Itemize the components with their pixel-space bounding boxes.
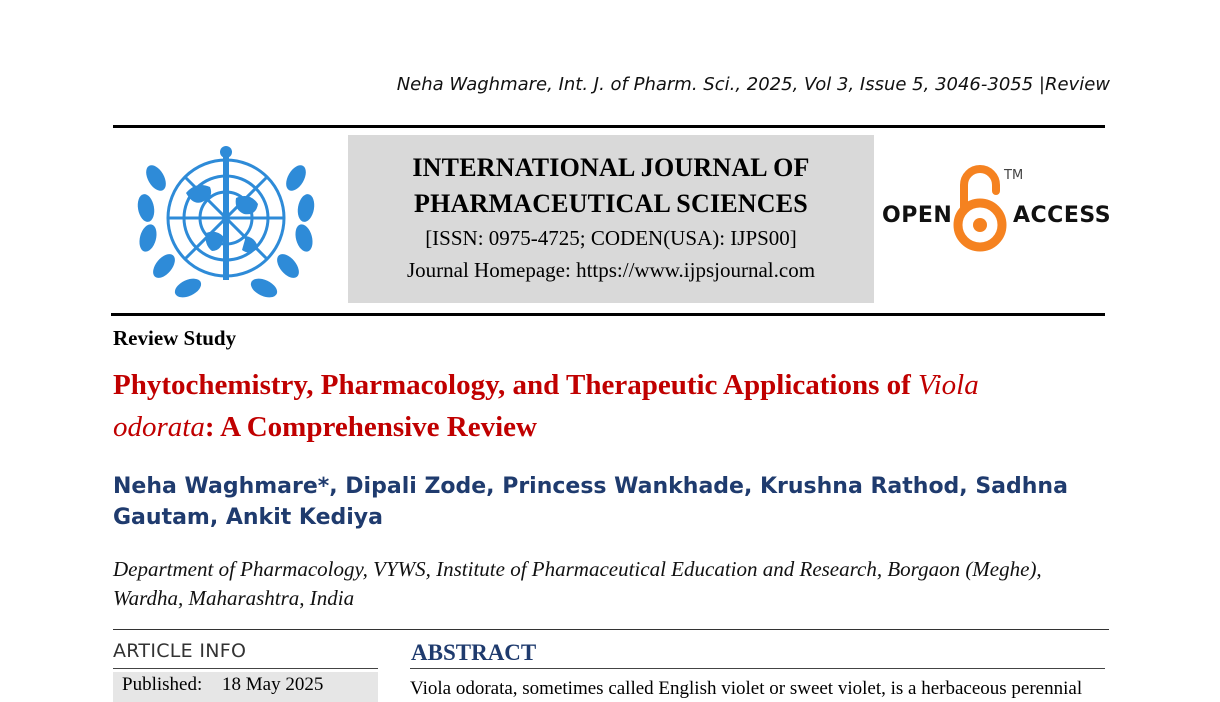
article-title: Phytochemistry, Pharmacology, and Therapeutic Applications of Viola odorata: A Comprehensive Review — [113, 369, 979, 443]
header-rule-bottom — [111, 313, 1105, 316]
published-label: Published: — [122, 674, 203, 695]
open-lock-icon — [950, 165, 1010, 253]
journal-issn: [ISSN: 0975-4725; CODEN(USA): IJPS00] — [425, 226, 797, 250]
journal-masthead — [348, 135, 874, 303]
header-rule-top — [113, 125, 1105, 128]
author-affiliation: Department of Pharmacology, VYWS, Institute of Pharmaceutical Education and Research, Borgaon (Meghe), Wardha, Maharashtra, India — [113, 557, 1042, 610]
published-date: 18 May 2025 — [222, 674, 324, 695]
journal-homepage-link[interactable]: Journal Homepage: https://www.ijpsjournal.com — [406, 258, 816, 282]
journal-title: INTERNATIONAL JOURNAL OF PHARMACEUTICAL SCIENCES — [412, 153, 810, 218]
published-row — [113, 672, 378, 702]
author-list: Neha Waghmare*, Dipali Zode, Princess Wankhade, Krushna Rathod, Sadhna Gautam, Ankit Kediya — [113, 474, 1068, 530]
journal-emblem-icon — [126, 138, 326, 306]
article-info-heading: ARTICLE INFO — [113, 640, 247, 662]
abstract-text: Viola odorata, sometimes called English violet or sweet violet, is a herbaceous perennial — [410, 678, 1083, 699]
trademark-mark: TM — [1004, 168, 1024, 183]
section-divider — [113, 629, 1109, 630]
article-info-rule — [113, 668, 378, 669]
abstract-heading: ABSTRACT — [411, 640, 537, 665]
article-type: Review Study — [113, 326, 237, 350]
open-access-word-open: OPEN — [882, 203, 953, 228]
abstract-rule — [410, 668, 1105, 669]
running-head: Neha Waghmare, Int. J. of Pharm. Sci., 2025, Vol 3, Issue 5, 3046-3055 |Review — [396, 74, 1110, 95]
open-access-logo — [880, 165, 1110, 255]
open-access-word-access: ACCESS — [1013, 203, 1112, 228]
